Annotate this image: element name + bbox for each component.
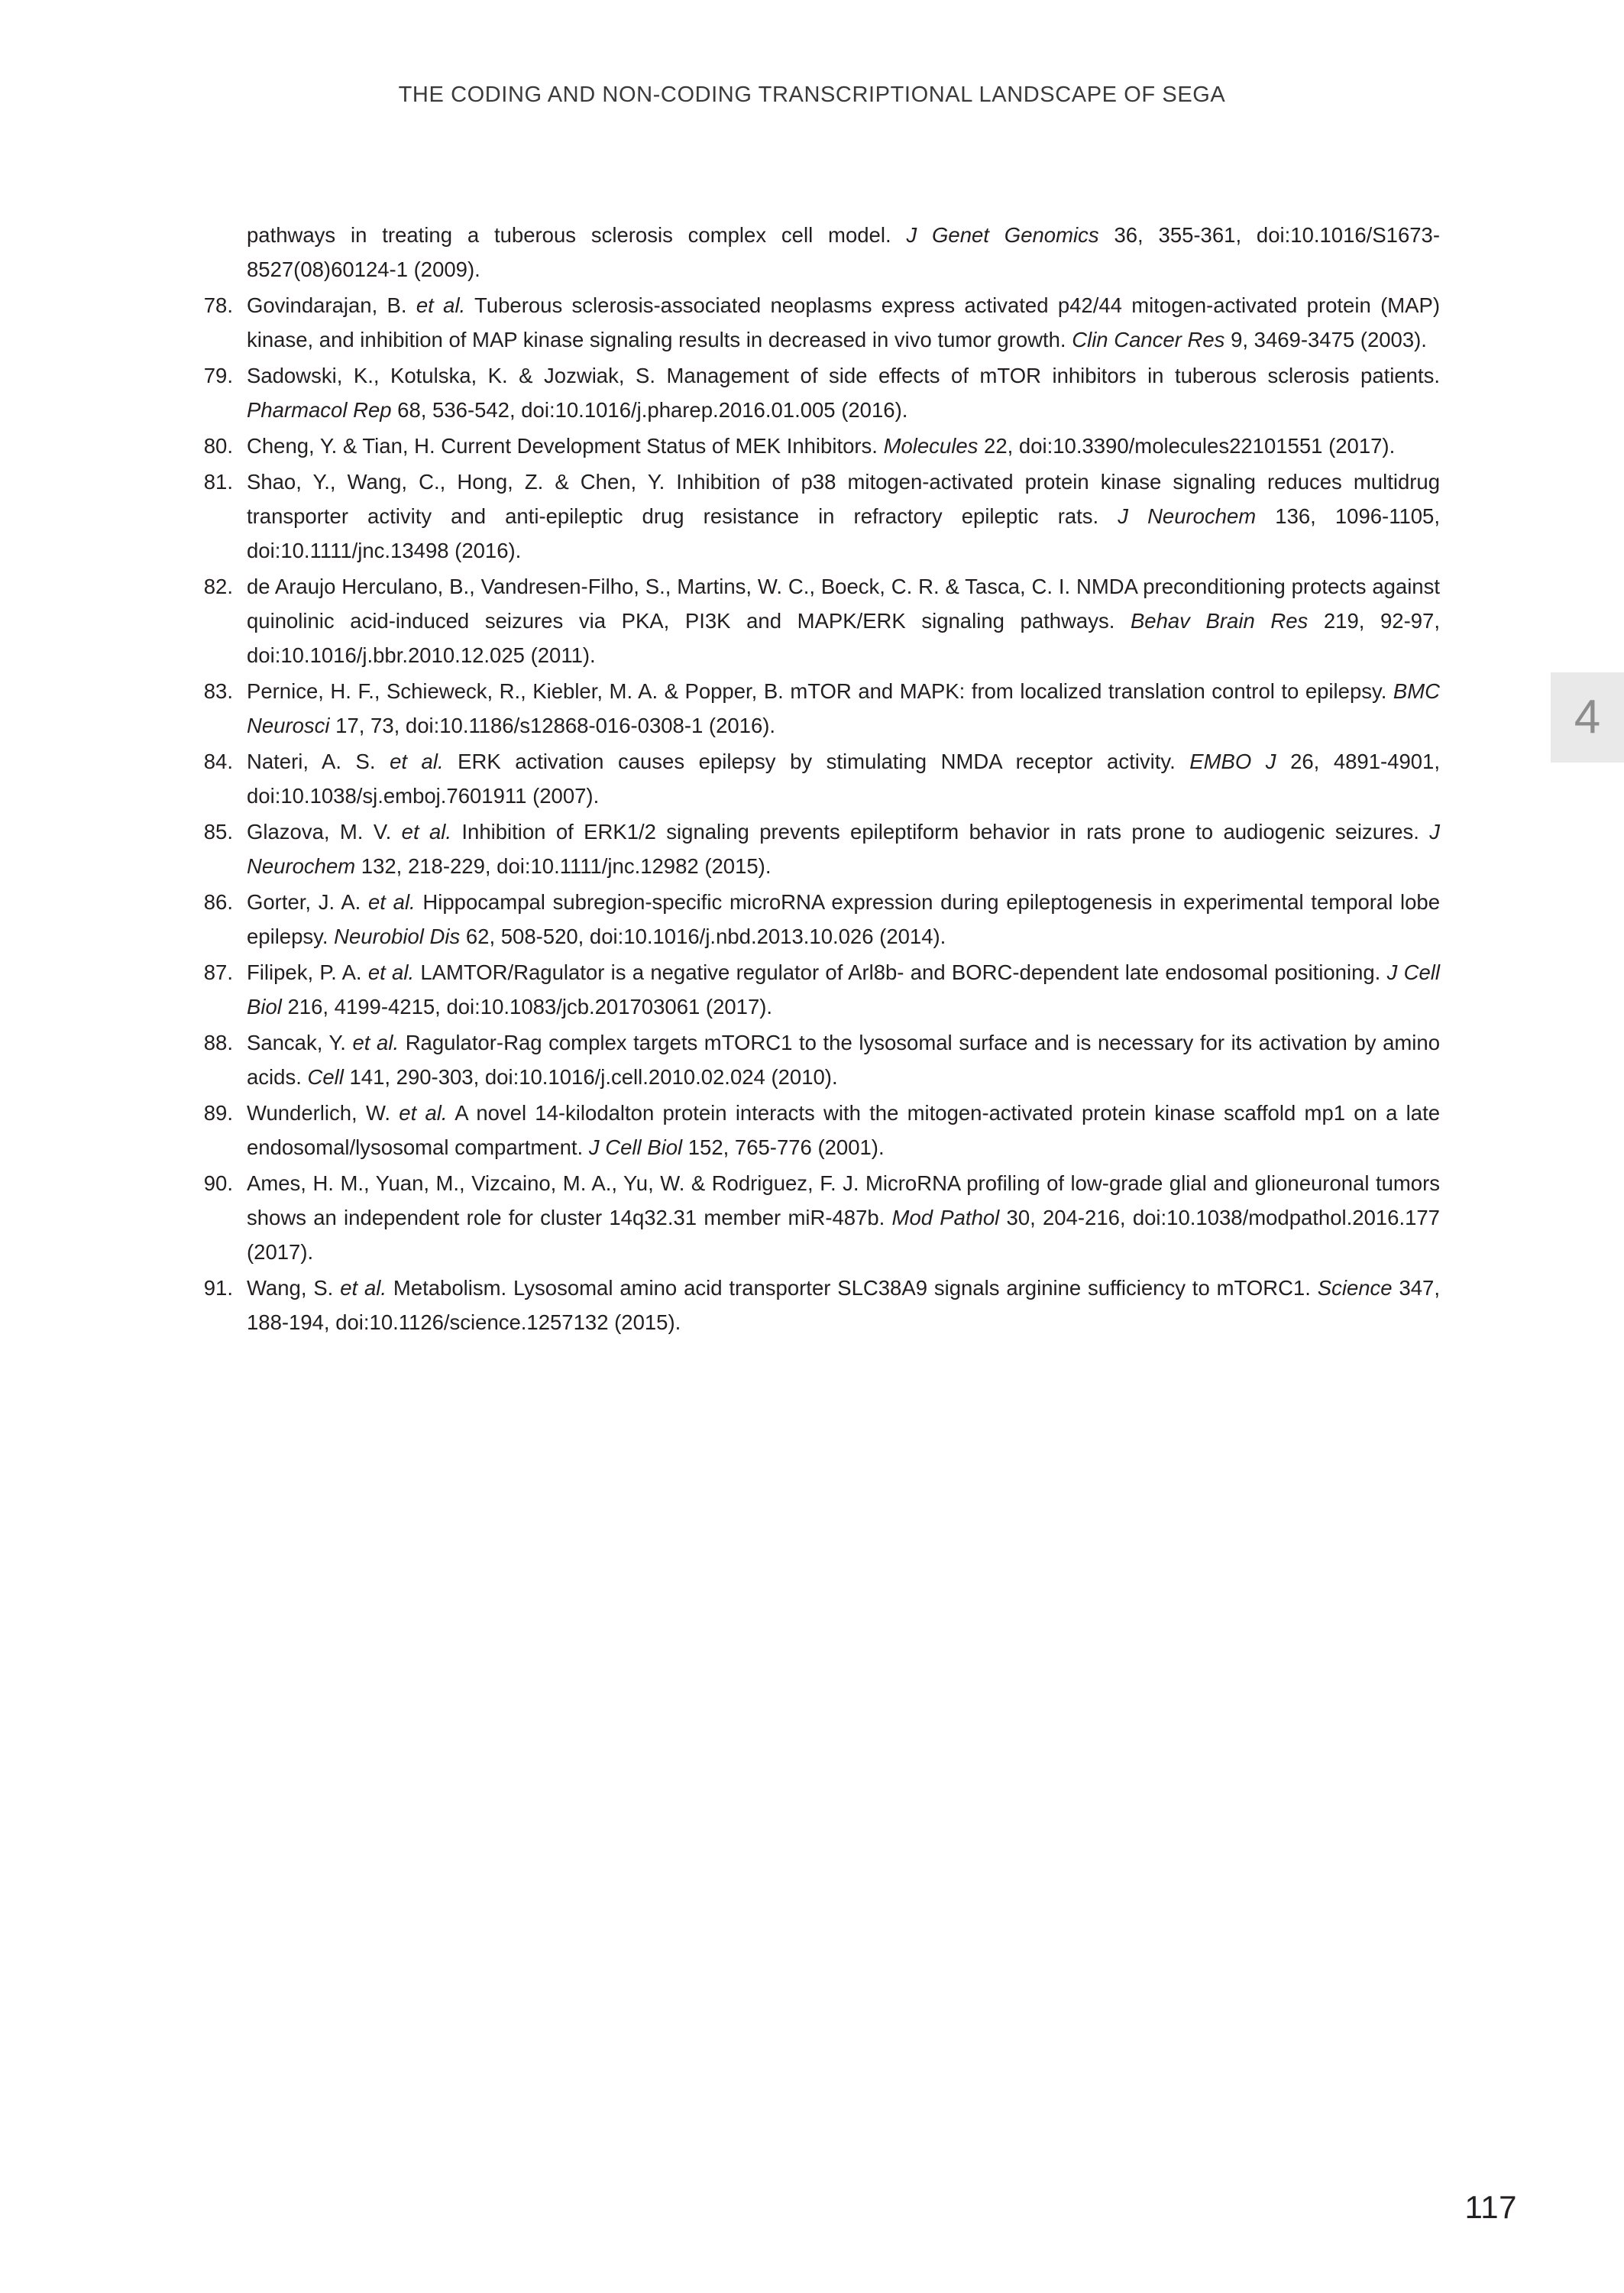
reference-text: Govindarajan, B. et al. Tuberous sclerosis-associated neoplasms express activated p42/44 mitogen-activated protein (MAP) kinase, and inhibition of MAP kinase signaling results in decreased in vivo tumor growth. Clin Cancer Res 9, 3469-3475 (2003). bbox=[247, 293, 1440, 351]
reference-text: Ames, H. M., Yuan, M., Vizcaino, M. A., Yu, W. & Rodriguez, F. J. MicroRNA profiling of low-grade glial and glioneuronal tumors shows an independent role for cluster 14q32.31 member miR-487b. Mod Pathol 30, 204-216, doi:10.1038/modpathol.2016.177 (2017). bbox=[247, 1171, 1440, 1264]
reference-number: 84. bbox=[203, 750, 233, 773]
reference-item bbox=[187, 674, 1440, 743]
reference-text: Wunderlich, W. et al. A novel 14-kilodalton protein interacts with the mitogen-activated protein kinase scaffold mp1 on a late endosomal/lysosomal compartment. J Cell Biol 152, 765-776 (2001). bbox=[247, 1101, 1440, 1159]
reference-item bbox=[187, 815, 1440, 883]
reference-item bbox=[187, 1096, 1440, 1164]
reference-number: 91. bbox=[203, 1276, 233, 1300]
page-number: 117 bbox=[1464, 2189, 1517, 2225]
reference-number: 78. bbox=[203, 293, 233, 317]
reference-text: de Araujo Herculano, B., Vandresen-Filho, S., Martins, W. C., Boeck, C. R. & Tasca, C. I. NMDA preconditioning protects against quinolinic acid-induced seizures via PKA, PI3K and MAPK/ERK signaling pathways. Behav Brain Res 219, 92-97, doi:10.1016/j.bbr.2010.12.025 (2011). bbox=[247, 575, 1440, 667]
reference-number: 81. bbox=[203, 470, 233, 494]
reference-item bbox=[187, 429, 1440, 463]
reference-number: 89. bbox=[203, 1101, 233, 1125]
reference-item bbox=[187, 1166, 1440, 1269]
reference-item bbox=[187, 465, 1440, 568]
reference-number: 83. bbox=[203, 679, 233, 703]
running-head: THE CODING AND NON-CODING TRANSCRIPTIONAL LANDSCAPE OF SEGA bbox=[398, 83, 1226, 107]
reference-number: 90. bbox=[203, 1171, 233, 1195]
reference-text: Glazova, M. V. et al. Inhibition of ERK1/2 signaling prevents epileptiform behavior in rats prone to audiogenic seizures. J Neurochem 132, 218-229, doi:10.1111/jnc.12982 (2015). bbox=[247, 820, 1441, 878]
reference-number: 88. bbox=[203, 1031, 233, 1054]
reference-text: Sancak, Y. et al. Ragulator-Rag complex targets mTORC1 to the lysosomal surface and is necessary for its activation by amino acids. Cell 141, 290-303, doi:10.1016/j.cell.2010.02.024 (2010). bbox=[247, 1031, 1440, 1089]
reference-text: Sadowski, K., Kotulska, K. & Jozwiak, S. Management of side effects of mTOR inhibitors in tuberous sclerosis patients. Pharmacol Rep 68, 536-542, doi:10.1016/j.pharep.2016.01.005 (2016). bbox=[247, 364, 1440, 422]
reference-text: pathways in treating a tuberous sclerosis complex cell model. J Genet Genomics 36, 355-361, doi:10.1016/S1673-8527(08)60124-1 (2009). bbox=[247, 223, 1440, 281]
reference-text: Gorter, J. A. et al. Hippocampal subregion-specific microRNA expression during epileptogenesis in experimental temporal lobe epilepsy. Neurobiol Dis 62, 508-520, doi:10.1016/j.nbd.2013.10.026 (2014). bbox=[247, 890, 1440, 948]
reference-text: Pernice, H. F., Schieweck, R., Kiebler, M. A. & Popper, B. mTOR and MAPK: from localized translation control to epilepsy. BMC Neurosci 17, 73, doi:10.1186/s12868-016-0308-1 (2016). bbox=[247, 679, 1440, 737]
reference-item bbox=[187, 218, 1440, 287]
reference-number: 87. bbox=[203, 960, 233, 984]
reference-number: 85. bbox=[203, 820, 233, 844]
reference-item bbox=[187, 288, 1440, 357]
chapter-tab bbox=[1551, 672, 1624, 763]
reference-item bbox=[187, 955, 1440, 1024]
reference-number: 79. bbox=[203, 364, 233, 387]
reference-item bbox=[187, 1271, 1440, 1339]
reference-text: Cheng, Y. & Tian, H. Current Development Status of MEK Inhibitors. Molecules 22, doi:10.3390/molecules22101551 (2017). bbox=[247, 434, 1396, 458]
reference-list bbox=[187, 218, 1440, 1341]
reference-number: 80. bbox=[203, 434, 233, 458]
reference-item bbox=[187, 744, 1440, 813]
reference-item bbox=[187, 569, 1440, 672]
reference-text: Shao, Y., Wang, C., Hong, Z. & Chen, Y. Inhibition of p38 mitogen-activated protein kinase signaling reduces multidrug transporter activity and anti-epileptic drug resistance in refractory epileptic rats. J Neurochem 136, 1096-1105, doi:10.1111/jnc.13498 (2016). bbox=[247, 470, 1440, 562]
reference-number: 82. bbox=[203, 575, 233, 598]
reference-text: Nateri, A. S. et al. ERK activation causes epilepsy by stimulating NMDA receptor activity. EMBO J 26, 4891-4901, doi:10.1038/sj.emboj.7601911 (2007). bbox=[247, 750, 1440, 808]
reference-item bbox=[187, 885, 1440, 954]
reference-number: 86. bbox=[203, 890, 233, 914]
chapter-tab-number: 4 bbox=[1574, 691, 1601, 743]
reference-text: Filipek, P. A. et al. LAMTOR/Ragulator is a negative regulator of Arl8b- and BORC-dependent late endosomal positioning. J Cell Biol 216, 4199-4215, doi:10.1083/jcb.201703061 (2017). bbox=[247, 960, 1441, 1019]
reference-item bbox=[187, 358, 1440, 427]
reference-item bbox=[187, 1025, 1440, 1094]
reference-text: Wang, S. et al. Metabolism. Lysosomal amino acid transporter SLC38A9 signals arginine sufficiency to mTORC1. Science 347, 188-194, doi:10.1126/science.1257132 (2015). bbox=[247, 1276, 1440, 1334]
